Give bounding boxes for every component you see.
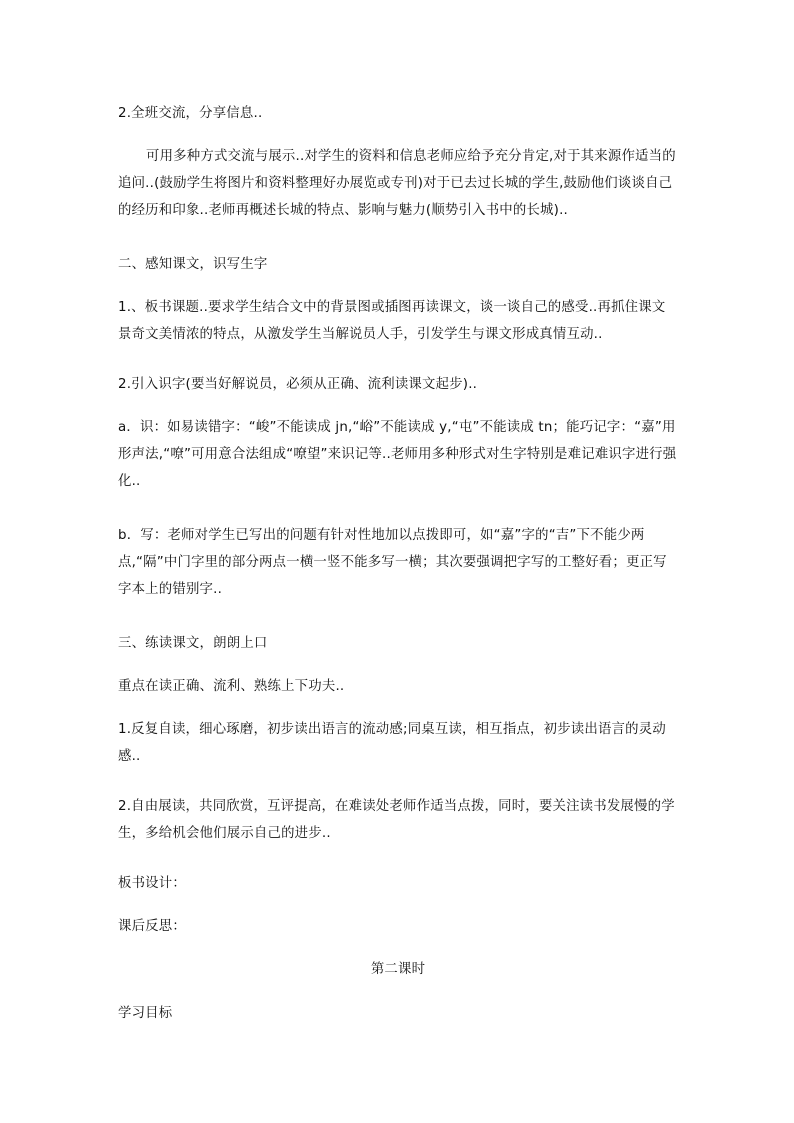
section-heading-3: 三、练读课文，朗朗上口 [118,636,268,651]
section-heading-2: 二、感知课文，识写生字 [118,257,268,272]
document-page [118,0,678,1123]
board-design-label: 板书设计： [118,876,186,891]
body-paragraph-exchange: 可用多种方式交流与展示..对学生的资料和信息老师应给予充分肯定,对于其来源作适当的追问..(鼓励学生将图片和资料整理好办展览或专刊)对于已去过长城的学生,鼓励他们谈谈自己的经历和印象..老师再概述长城的特点、影响与魅力(顺势引入书中的长城).. [118,149,676,218]
body-paragraph-free-read: 2.自由展读，共同欣赏，互评提高，在难读处老师作适当点拨，同时，要关注读书发展慢的学生，多给机会他们展示自己的进步.. [118,799,675,841]
step-heading-share: 2.全班交流，分享信息.. [118,106,263,121]
body-paragraph-title: 1.、板书课题..要求学生结合文中的背景图或插图再读课文，谈一谈自己的感受..再抓住课文景奇文美情浓的特点，从激发学生当解说员人手，引发学生与课文形成真情互动.. [118,300,666,342]
reflection-label: 课后反思： [118,919,186,934]
lesson-title: 第二课时 [370,962,426,977]
learning-goals-heading: 学习目标 [118,1006,173,1021]
body-paragraph-repeat-read: 1.反复自读，细心琢磨，初步读出语言的流动感;同桌互读，相互指点，初步读出语言的灵动感.. [118,722,666,764]
body-paragraph-recognize: a．识：如易读错字：“峻”不能读成 jn,“峪”不能读成 y,“屯”不能读成 tn；能巧记字：“嘉”用形声法,“嘹”可用意合法组成“嘹望”来识记等..老师用多种形式对生字特别是难记难识字进行强化.. [118,420,677,489]
body-paragraph-literacy: 2.引入识字(要当好解说员，必须从正确、流利读课文起步).. [118,377,478,392]
body-paragraph-write: b．写：老师对学生已写出的问题有针对性地加以点拨即可，如“嘉”字的“吉”下不能少两点,“隔”中门字里的部分两点一横一竖不能多写一横；其次要强调把字写的工整好看；更正写字本上的错别字.. [118,528,667,597]
body-paragraph-focus: 重点在读正确、流利、熟练上下功夫.. [118,679,345,694]
